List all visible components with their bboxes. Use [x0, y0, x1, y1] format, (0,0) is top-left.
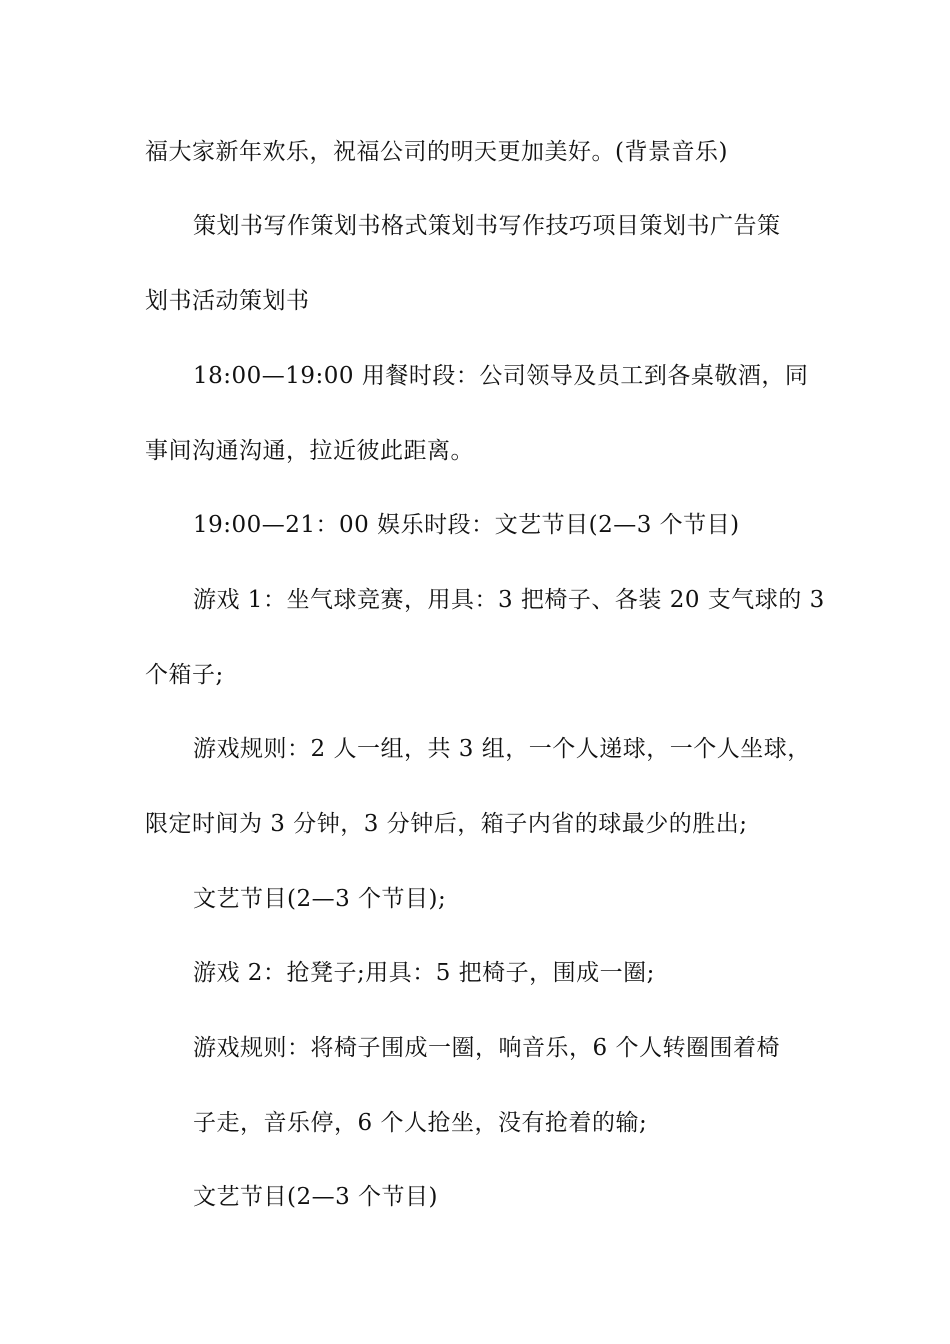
- paragraph-line: 文艺节目(2—3 个节目);: [193, 886, 447, 912]
- paragraph-line: 18:00—19:00 用餐时段：公司领导及员工到各桌敬酒，同: [193, 363, 809, 389]
- paragraph-line: 19:00—21：00 娱乐时段：文艺节目(2—3 个节目): [193, 512, 740, 538]
- paragraph-line: 游戏 2：抢凳子;用具：5 把椅子，围成一圈;: [193, 960, 655, 986]
- paragraph-line: 个箱子;: [145, 662, 224, 688]
- paragraph-line: 游戏规则：将椅子围成一圈，响音乐，6 个人转圈围着椅: [193, 1035, 780, 1061]
- paragraph-line: 福大家新年欢乐，祝福公司的明天更加美好。(背景音乐): [145, 139, 728, 165]
- paragraph-line: 游戏 1：坐气球竞赛，用具：3 把椅子、各装 20 支气球的 3: [193, 587, 825, 613]
- paragraph-line: 子走，音乐停，6 个人抢坐，没有抢着的输;: [193, 1110, 648, 1136]
- paragraph-line: 划书活动策划书: [145, 288, 310, 314]
- paragraph-line: 文艺节目(2—3 个节目): [193, 1184, 439, 1210]
- paragraph-line: 游戏规则：2 人一组，共 3 组，一个人递球，一个人坐球，: [193, 736, 811, 762]
- paragraph-line: 策划书写作策划书格式策划书写作技巧项目策划书广告策: [193, 213, 781, 239]
- paragraph-line: 事间沟通沟通，拉近彼此距离。: [145, 438, 474, 464]
- paragraph-line: 限定时间为 3 分钟，3 分钟后，箱子内省的球最少的胜出;: [145, 811, 748, 837]
